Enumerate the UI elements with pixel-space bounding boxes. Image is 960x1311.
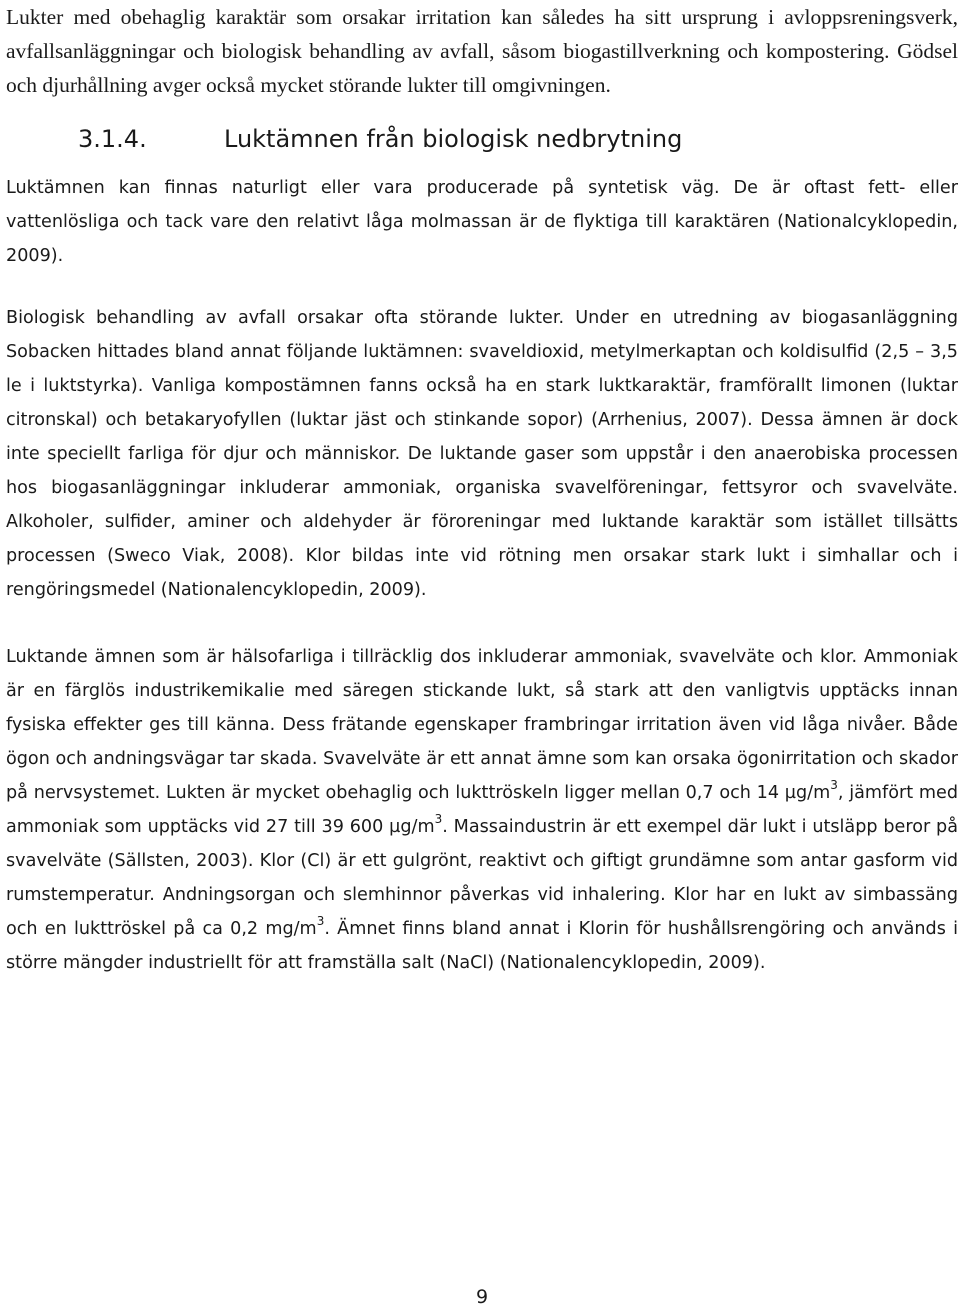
paragraph-text-part-4: . Ämnet finns bland annat i Klorin för hushållsrengöring och används i större mängder industriellt för att framställa salt (NaCl) (Nationalencyklopedin, 2009). [6, 919, 958, 973]
superscript-3: 3 [830, 778, 838, 792]
intro-paragraph: Lukter med obehaglig karaktär som orsakar irritation kan således ha sitt ursprung i avloppsreningsverk, avfallsanläggningar och biologisk behandling av avfall, såsom biogastillverkning och kompostering. Gödsel och djurhållning avger också mycket störande lukter till omgivningen. [6, 5, 958, 97]
paragraph-biological-treatment: Biologisk behandling av avfall orsakar ofta störande lukter. Under en utredning av biogasanläggning Sobacken hittades bland annat följande luktämnen: svaveldioxid, metylmerkaptan och koldisulfid (2,5 – 3,5 le i luktstyrka). Vanliga kompostämnen fanns också ha en stark luktkaraktär, framförallt limonen (luktar citronskal) och betakaryofyllen (luktar jäst och stinkande sopor) (Arrhenius, 2007). Dessa ämnen är dock inte speciellt farliga för djur och människor. De luktande gaser som uppstår i den anaerobiska processen hos biogasanläggningar inkluderar ammoniak, organiska svavelföreningar, fettsyror och svavelväte. Alkoholer, sulfider, aminer och aldehyder är föroreningar med luktande karaktär som istället tillsätts processen (Sweco Viak, 2008). Klor bildas inte vid rötning men orsakar stark lukt i simhallar och i rengöringsmedel (Nationalencyklopedin, 2009). [6, 308, 958, 600]
section-title: Luktämnen från biologisk nedbrytning [224, 125, 683, 153]
paragraph-odorants-origin: Luktämnen kan finnas naturligt eller vara producerade på syntetisk väg. De är oftast fett- eller vattenlösliga och tack vare den relativt låga molmassan är de flyktiga till karaktären (Nationalcyklopedin, 2009). [6, 178, 958, 266]
section-heading [78, 122, 958, 156]
document-page [6, 0, 958, 980]
page-number: 9 [475, 1286, 489, 1308]
superscript-3: 3 [316, 914, 325, 928]
section-number: 3.1.4. [78, 125, 147, 153]
paragraph-text-part-1: Luktande ämnen som är hälsofarliga i tillräcklig dos inkluderar ammoniak, svavelväte och klor. Ammoniak är en färglös industrikemikalie med säregen stickande lukt, så stark att den vanligtvis upptäcks innan fysiska effekter ges till känna. Dess frätande egenskaper frambringar irritation även vid låga nivåer. Både ögon och andningsvägar tar skada. Svavelväte är ett annat ämne som kan orsaka ögonirritation och skador på nervsystemet. Lukten är mycket obehaglig och lukttröskeln ligger mellan 0,7 och 14 µg/m [6, 647, 958, 803]
paragraph-hazardous-odorants [6, 640, 958, 980]
superscript-3: 3 [434, 812, 443, 826]
paragraph-text-part-2: , jämfört med ammoniak som upptäcks vid 27 till 39 600 µg/m [6, 783, 959, 837]
paragraph-text-part-3: . Massaindustrin är ett exempel där lukt i utsläpp beror på svavelväte (Sällsten, 2003). Klor (Cl) är ett gulgrönt, reaktivt och giftigt grundämne som antar gasform vid rumstemperatur. Andningsorgan och slemhinnor påverkas vid inhalering. Klor har en lukt av simbassäng och en lukttröskel på ca 0,2 mg/m [6, 817, 959, 939]
